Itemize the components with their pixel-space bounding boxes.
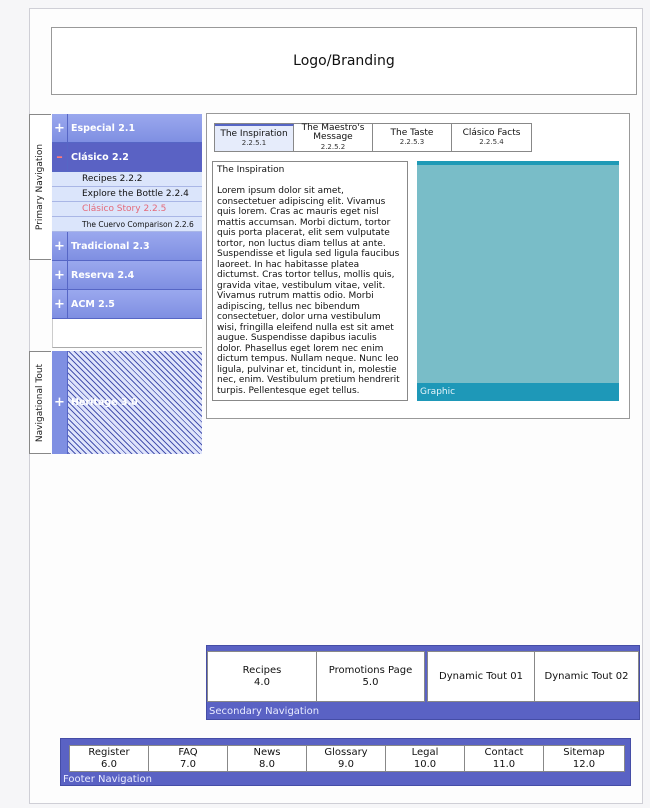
plus-icon[interactable]: +	[52, 261, 68, 289]
link-number: 9.0	[338, 758, 354, 770]
link-label: Sitemap	[563, 747, 605, 758]
nav-item-tradicional[interactable]	[52, 232, 202, 261]
footer-link-sitemap[interactable]	[544, 746, 624, 771]
link-label: News	[253, 747, 281, 758]
plus-icon[interactable]: +	[52, 114, 68, 142]
clasico-submenu	[52, 172, 202, 232]
tab-the-taste[interactable]	[373, 124, 452, 151]
tab-label: The Maestro's Message	[301, 122, 365, 143]
primary-navigation	[52, 114, 202, 348]
subnav-explore-the-bottle[interactable]: Explore the Bottle 2.2.4	[52, 187, 202, 202]
link-label: FAQ	[178, 747, 198, 758]
plus-icon[interactable]: +	[52, 232, 68, 260]
link-number: 4.0	[254, 676, 270, 688]
secondary-link-recipes[interactable]	[208, 652, 317, 701]
subnav-recipes[interactable]: Recipes 2.2.2	[52, 172, 202, 187]
link-label: Promotions Page	[328, 664, 413, 676]
secondary-navigation-label: Secondary Navigation	[209, 706, 320, 717]
link-number: 5.0	[362, 676, 379, 688]
tab-clasico-facts[interactable]	[452, 124, 531, 151]
link-number: 6.0	[101, 758, 117, 770]
footer-link-glossary[interactable]	[307, 746, 386, 771]
tab-maestros-message[interactable]	[294, 124, 373, 151]
dynamic-tout-01[interactable]	[428, 652, 535, 701]
tab-number: 2.2.5.1	[241, 139, 267, 148]
tab-label: The Inspiration	[220, 128, 288, 139]
footer-links	[69, 745, 625, 772]
dynamic-touts	[427, 651, 639, 702]
heritage-tout[interactable]	[52, 351, 202, 454]
nav-item-label: Clásico 2.2	[71, 151, 129, 163]
graphic-label: Graphic	[417, 383, 619, 401]
footer-link-contact[interactable]	[465, 746, 544, 771]
article-title: The Inspiration	[217, 165, 285, 175]
heritage-label: Heritage 3.0	[71, 397, 138, 408]
footer-link-register[interactable]	[70, 746, 149, 771]
link-number: 10.0	[413, 758, 437, 770]
footer-link-legal[interactable]	[386, 746, 465, 771]
tab-the-inspiration[interactable]	[215, 124, 294, 151]
footer-navigation-label: Footer Navigation	[63, 774, 152, 785]
tab-label: The Taste	[390, 127, 434, 138]
tab-number: 2.2.5.4	[479, 138, 504, 147]
footer-link-news[interactable]	[228, 746, 307, 771]
tab-number: 2.2.5.3	[399, 138, 425, 147]
tout-label: Dynamic Tout 02	[544, 670, 629, 682]
navigational-tout-tab	[29, 351, 51, 454]
nav-item-reserva[interactable]	[52, 261, 202, 290]
subnav-clasico-story[interactable]: Clásico Story 2.2.5	[52, 202, 202, 217]
link-label: Contact	[484, 747, 524, 758]
nav-item-label: Especial 2.1	[71, 122, 136, 134]
plus-icon[interactable]: +	[52, 290, 68, 318]
link-number: 8.0	[259, 758, 275, 770]
tout-label: Dynamic Tout 01	[439, 670, 523, 682]
link-number: 12.0	[572, 758, 596, 770]
secondary-navigation	[206, 645, 640, 720]
nav-spacer	[52, 319, 202, 348]
link-label: Register	[88, 747, 130, 758]
nav-item-label: Tradicional 2.3	[71, 240, 150, 252]
tab-number: 2.2.5.2	[320, 142, 346, 151]
nav-item-label: Reserva 2.4	[71, 269, 135, 281]
link-number: 7.0	[180, 758, 196, 770]
graphic-placeholder	[417, 161, 619, 401]
logo-label: Logo/Branding	[293, 53, 395, 69]
subnav-cuervo-comparison[interactable]: The Cuervo Comparison 2.2.6	[52, 217, 202, 232]
dynamic-tout-02[interactable]	[535, 652, 638, 701]
link-label: Recipes	[242, 664, 282, 676]
secondary-links	[207, 651, 425, 702]
nav-item-label: ACM 2.5	[71, 298, 115, 310]
navigational-tout-label: Navigational Tout	[35, 363, 46, 442]
footer-link-faq[interactable]	[149, 746, 228, 771]
nav-item-clasico[interactable]	[52, 143, 202, 172]
link-number: 11.0	[492, 758, 516, 770]
content-tabs	[214, 123, 532, 152]
minus-icon[interactable]: –	[52, 143, 68, 171]
logo-branding[interactable]	[51, 27, 637, 95]
nav-item-especial[interactable]	[52, 114, 202, 143]
article-panel	[212, 161, 408, 401]
link-label: Glossary	[324, 747, 368, 758]
footer-navigation	[60, 738, 631, 786]
primary-navigation-tab	[29, 114, 51, 260]
nav-item-acm[interactable]	[52, 290, 202, 319]
article-body: Lorem ipsum dolor sit amet, consectetuer adipiscing elit. Vivamus quis lorem. Cras ac mauris eget nisl mattis accumsan. Morbi dictum, tortor quis porta placerat, elit sem vulputate tortor, non luctus diam tellus at ante. Suspendisse et ligula sed ligula faucibus laoreet. In hac habitasse platea dictumst. Cras tortor tellus, mollis quis, gravida vitae, vestibulum vitae, velit. Vivamus rutrum mattis odio. Morbi adipiscing, tellus nec bibendum consectetuer, dolor urna vestibulum wisi, fringilla eleifend nulla est sit amet augue. Suspendisse dapibus iaculis dolor. Phasellus eget lorem nec enim dictum tempus. Nullam neque. Nunc leo ligula, pulvinar et, tincidunt in, molestie nec, enim. Vestibulum pretium hendrerit turpis. Pellentesque eget tellus.	[217, 186, 400, 396]
tab-label: Clásico Facts	[462, 127, 521, 138]
primary-navigation-label: Primary Navigation	[35, 143, 46, 231]
secondary-link-promotions[interactable]	[317, 652, 424, 701]
link-label: Legal	[411, 747, 439, 758]
plus-icon[interactable]: +	[52, 351, 68, 454]
